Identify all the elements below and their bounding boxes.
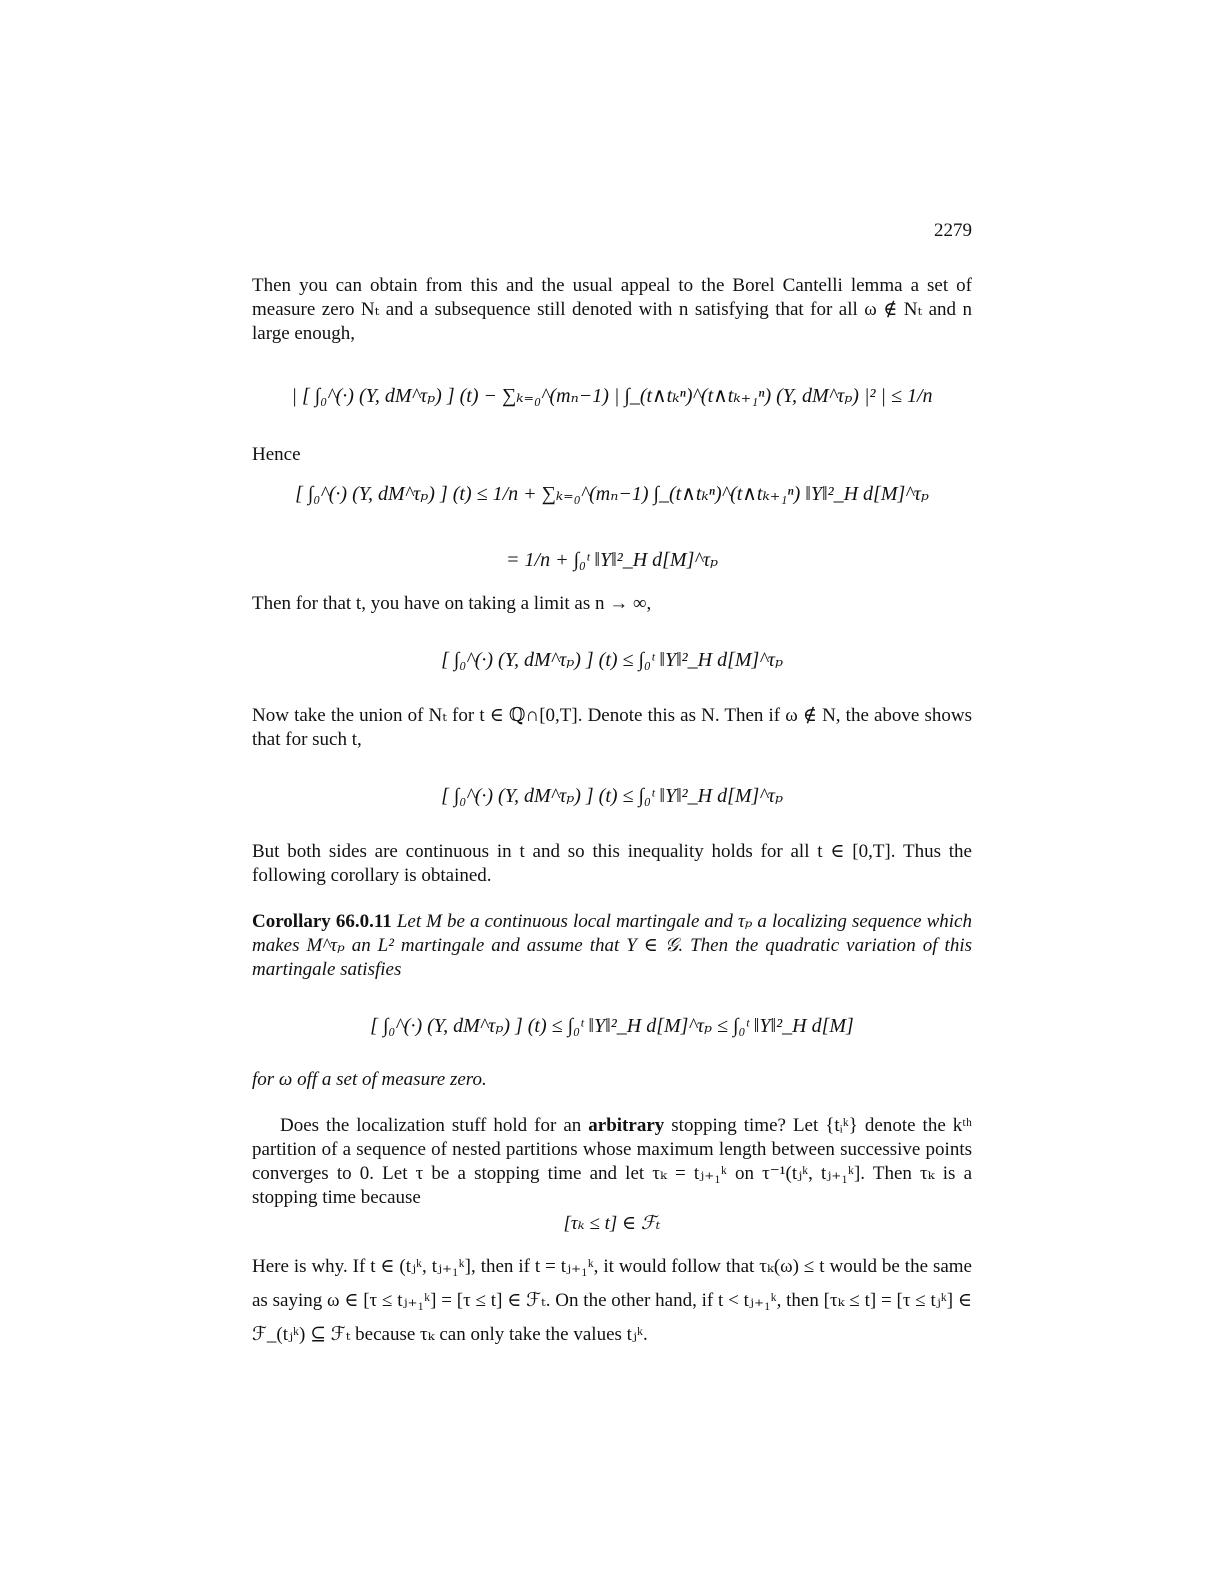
paragraph-union: Now take the union of Nₜ for t ∈ ℚ∩[0,T]. Denote this as N. Then if ω ∉ N, the above shows that for such t,: [252, 705, 972, 750]
paragraph-limit: Then for that t, you have on taking a limit as n → ∞,: [252, 593, 652, 614]
page-number: 2279: [934, 220, 972, 241]
paragraph-borel-cantelli: Then you can obtain from this and the usual appeal to the Borel Cantelli lemma a set of measure zero Nₜ and a subsequence still denoted with n satisfying that for all ω ∉ Nₜ and n large enough,: [252, 275, 972, 344]
hence-label: Hence: [252, 444, 301, 465]
corollary-statement: Let M be a continuous local martingale and τₚ a localizing sequence which makes M^τₚ an L² martingale and assume that Y ∈ 𝒢. Then the quadratic variation of this martingale satisfies: [252, 911, 972, 980]
corollary-title: Corollary 66.0.11: [252, 911, 392, 932]
paragraph-continuity: But both sides are continuous in t and so this inequality holds for all t ∈ [0,T]. Thus the following corollary is obtained.: [252, 841, 972, 886]
paragraph-stopping-time: [252, 1114, 972, 1210]
corollary-block: [252, 910, 972, 982]
equation-union: [ ∫₀^(·) (Y, dM^τₚ) ] (t) ≤ ∫₀ᵗ ‖Y‖²_H d[M]^τₚ: [441, 785, 783, 807]
arbitrary-emphasis: arbitrary: [588, 1115, 665, 1136]
equation-stopping-time: [τₖ ≤ t] ∈ ℱₜ: [563, 1213, 661, 1234]
paragraph-stopping-time-b: stopping time? Let {tᵢᵏ} denote the kᵗʰ partition of a sequence of nested partitions whose maximum length between successive points converges to 0. Let τ be a stopping time and let τₖ = tⱼ₊₁ᵏ on τ⁻¹(tⱼᵏ, tⱼ₊₁ᵏ]. Then τₖ is a stopping time because: [252, 1115, 972, 1208]
equation-limit: [ ∫₀^(·) (Y, dM^τₚ) ] (t) ≤ ∫₀ᵗ ‖Y‖²_H d[M]^τₚ: [441, 649, 783, 671]
corollary-end: for ω off a set of measure zero.: [252, 1069, 487, 1090]
paragraph-here-is-why: Here is why. If t ∈ (tⱼᵏ, tⱼ₊₁ᵏ], then if t = tⱼ₊₁ᵏ, it would follow that τₖ(ω) ≤ t would be the same as saying ω ∈ [τ ≤ tⱼ₊₁ᵏ] = [τ ≤ t] ∈ ℱₜ. On the other hand, if t < tⱼ₊₁ᵏ, then [τₖ ≤ t] = [τ ≤ tⱼᵏ] ∈ ℱ_(tⱼᵏ) ⊆ ℱₜ because τₖ can only take the values tⱼᵏ.: [252, 1256, 972, 1345]
equation-hence-line2: = 1/n + ∫₀ᵗ ‖Y‖²_H d[M]^τₚ: [506, 549, 718, 571]
equation-quadratic-bound: | [ ∫₀^(·) (Y, dM^τₚ) ] (t) − ∑ₖ₌₀^(mₙ−1) | ∫_(t∧tₖⁿ)^(t∧tₖ₊₁ⁿ) (Y, dM^τₚ) |² | ≤ 1/n: [291, 385, 933, 407]
paragraph-stopping-time-a: Does the localization stuff hold for an: [280, 1115, 582, 1136]
equation-corollary: [ ∫₀^(·) (Y, dM^τₚ) ] (t) ≤ ∫₀ᵗ ‖Y‖²_H d[M]^τₚ ≤ ∫₀ᵗ ‖Y‖²_H d[M]: [370, 1015, 854, 1037]
equation-hence-line1: [ ∫₀^(·) (Y, dM^τₚ) ] (t) ≤ 1/n + ∑ₖ₌₀^(mₙ−1) ∫_(t∧tₖⁿ)^(t∧tₖ₊₁ⁿ) ‖Y‖²_H d[M]^τₚ: [295, 483, 929, 505]
